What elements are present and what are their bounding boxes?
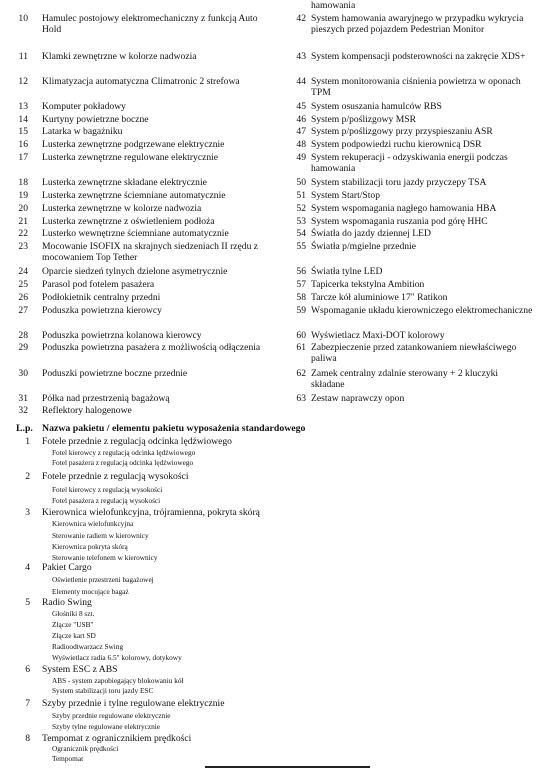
item-text: Tarcze kół aluminiowe 17" Ratikon — [311, 292, 448, 303]
item-text: Lusterka zewnętrzne regulowane elektrycznie — [42, 152, 219, 163]
item-number: 10 — [18, 13, 28, 24]
item-number: 63 — [296, 393, 306, 404]
package-title: Tempomat z ogranicznikiem prędkości — [42, 733, 192, 744]
item-text: Mocowanie ISOFIX na skrajnych siedzeniach II rzędu z mocowaniem Top Tether — [42, 241, 259, 263]
item-number: 19 — [18, 190, 28, 201]
item-text: Lusterka zewnętrzne z oświetleniem podłoża — [42, 216, 215, 227]
item-text: System p/poślizgowy MSR — [311, 114, 417, 125]
item-text: Tapicerka tekstylna Ambition — [311, 279, 425, 290]
package-title: Fotele przednie z regulacją odcinka lędźwiowego — [42, 436, 232, 447]
package-title: System ESC z ABS — [42, 664, 118, 675]
package-title-row — [0, 507, 537, 518]
item-text: Poduszka powietrzna pasażera z możliwością odłączenia — [42, 342, 261, 353]
item-number: 30 — [18, 368, 28, 379]
item-text: Oparcie siedzeń tylnych dzielone asymetrycznie — [42, 266, 228, 277]
item-text: Klimatyzacja automatyczna Climatronic 2 strefowa — [42, 76, 240, 87]
item-text: hamowania — [311, 0, 356, 11]
item-text: Zestaw naprawczy opon — [311, 393, 405, 404]
package-title: Szyby przednie i tylne regulowane elektrycznie — [42, 698, 225, 709]
item-text: Półka nad przestrzenią bagażową — [42, 393, 170, 404]
item-text: System Start/Stop — [311, 190, 381, 201]
item-text: Lusterka zewnętrzne ściemniane automatycznie — [42, 190, 226, 201]
item-number: 23 — [18, 241, 28, 252]
item-number: 50 — [296, 177, 306, 188]
item-number: 61 — [296, 342, 306, 353]
item-number: 29 — [18, 342, 28, 353]
item-text: Światła do jazdy dziennej LED — [311, 228, 431, 239]
item-text: Lusterka zewnętrzne podgrzewane elektrycznie — [42, 139, 225, 150]
packages-header — [0, 423, 537, 435]
item-number: 16 — [18, 139, 28, 150]
item-number: 28 — [18, 330, 28, 341]
package-title-row — [0, 436, 537, 447]
package-title: Kierownica wielofunkcyjna, trójramienna, pokryta skórą — [42, 507, 260, 518]
package-element: Fotel kierowcy z regulacją odcinka lędźwiowego — [52, 448, 196, 457]
package-number: 3 — [25, 507, 30, 518]
package-element: Tempomat — [52, 754, 84, 763]
item-text: Reflektory halogenowe — [42, 405, 132, 416]
item-text: Poduszka powietrzna kolanowa kierowcy — [42, 330, 202, 341]
item-text: Zabezpieczenie przed zatankowaniem niewłaściwego paliwa — [311, 342, 517, 364]
item-text: Światła tylne LED — [311, 266, 383, 277]
package-element: ABS - system zapobiegający blokowaniu kół — [52, 676, 184, 685]
item-number: 31 — [18, 393, 28, 404]
list-item — [282, 13, 534, 46]
package-title-row — [0, 562, 537, 573]
package-number: 7 — [25, 698, 30, 709]
package-element: Sterowanie telefonem w kierownicy — [52, 553, 158, 562]
item-number: 58 — [296, 292, 306, 303]
list-item — [0, 13, 282, 35]
package-title: Pakiet Cargo — [42, 562, 92, 573]
number-column-header: L.p. — [16, 423, 33, 434]
package-element: Głośniki 8 szt. — [52, 609, 95, 618]
item-text: Komputer pokładowy — [42, 101, 126, 112]
item-text: Lusterka zewnętrzne w kolorze nadwozia — [42, 203, 202, 214]
item-text: System hamowania awaryjnego w przypadku wykrycia pieszych przed pojazdem Pedestrian Monitor — [311, 13, 524, 35]
item-text: Klamki zewnętrzne w kolorze nadwozia — [42, 51, 197, 62]
list-item — [282, 368, 534, 390]
list-item — [0, 342, 282, 364]
item-text: System osuszania hamulców RBS — [311, 101, 442, 112]
item-number: 21 — [18, 216, 28, 227]
item-text: System stabilizacji toru jazdy przyczepy TSA — [311, 177, 487, 188]
item-number: 49 — [296, 152, 306, 163]
item-number: 59 — [296, 305, 306, 316]
package-element: System stabilizacji toru jazdy ESC — [52, 686, 154, 695]
item-number: 47 — [296, 126, 306, 137]
item-text: System kompensacji podsterowności na zakręcie XDS+ — [311, 51, 526, 62]
package-element: Elementy mocujące bagaż — [52, 587, 129, 596]
package-element: Oświetlenie przestrzeni bagażowej — [52, 575, 154, 584]
item-number: 53 — [296, 216, 306, 227]
item-text: Wspomaganie układu kierowniczego elektromechaniczne — [311, 305, 533, 316]
item-text: Parasol pod fotelem pasażera — [42, 279, 155, 290]
item-text: System monitorowania ciśnienia powietrza w oponach TPM — [311, 76, 521, 98]
item-number: 45 — [296, 101, 306, 112]
bottom-edge-bar — [205, 766, 370, 768]
package-element: Szyby przednie regulowane elektrycznie — [52, 711, 171, 720]
list-item — [282, 51, 534, 73]
item-number: 56 — [296, 266, 306, 277]
package-title-row — [0, 471, 537, 482]
item-number: 27 — [18, 305, 28, 316]
item-number: 42 — [296, 13, 306, 24]
package-number: 2 — [25, 471, 30, 482]
package-element: Sterowanie radiem w kierownicy — [52, 531, 149, 540]
package-number: 5 — [25, 597, 30, 608]
package-element: Fotel pasażera z regulacją wysokości — [52, 496, 161, 505]
item-number: 12 — [18, 76, 28, 87]
list-item — [0, 241, 282, 263]
package-number: 6 — [25, 664, 30, 675]
package-element: Kierownica pokryta skórą — [52, 542, 128, 551]
item-text: Wyświetlacz Maxi-DOT kolorowy — [311, 330, 445, 341]
item-number: 13 — [18, 101, 28, 112]
item-text: Kurtyny powietrzne boczne — [42, 114, 149, 125]
item-number: 51 — [296, 190, 306, 201]
item-number: 48 — [296, 139, 306, 150]
package-title-row — [0, 698, 537, 709]
item-text: Poduszka powietrzna kierowcy — [42, 305, 162, 316]
item-text: Lusterko wewnętrzne ściemniane automatycznie — [42, 228, 229, 239]
item-text: System wspomagania ruszania pod górę HHC — [311, 216, 488, 227]
package-name-column-header: Nazwa pakietu / elementu pakietu wyposażenia standardowego — [42, 423, 306, 434]
package-element: Złącze kart SD — [52, 631, 96, 640]
item-number: 46 — [296, 114, 306, 125]
item-text: Latarka w bagażniku — [42, 126, 123, 137]
item-number: 18 — [18, 177, 28, 188]
item-number: 20 — [18, 203, 28, 214]
item-number: 14 — [18, 114, 28, 125]
item-number: 25 — [18, 279, 28, 290]
item-number: 26 — [18, 292, 28, 303]
item-text: Podłokietnik centralny przedni — [42, 292, 161, 303]
package-number: 8 — [25, 733, 30, 744]
package-element: Kierownica wielofunkcyjna — [52, 519, 134, 528]
package-element: Wyświetlacz radia 6.5" kolorowy, dotykowy — [52, 653, 182, 662]
item-number: 57 — [296, 279, 306, 290]
package-title: Fotele przednie z regulacją wysokości — [42, 471, 189, 482]
item-number: 15 — [18, 126, 28, 137]
item-number: 62 — [296, 368, 306, 379]
list-item — [282, 305, 534, 327]
item-text: Światła p/mgielne przednie — [311, 241, 416, 252]
item-text: Hamulec postojowy elektromechaniczny z funkcją Auto Hold — [42, 13, 258, 35]
item-number: 17 — [18, 152, 28, 163]
item-text: System podpowiedzi ruchu kierownicą DSR — [311, 139, 482, 150]
item-number: 11 — [18, 51, 28, 62]
item-text: System wspomagania nagłego hamowania HBA — [311, 203, 497, 214]
list-item — [282, 342, 534, 364]
package-element: Złącze "USB" — [52, 620, 94, 629]
item-number: 60 — [296, 330, 306, 341]
item-text: System p/poślizgowy przy przyspieszaniu ASR — [311, 126, 493, 137]
item-number: 24 — [18, 266, 28, 277]
item-number: 54 — [296, 228, 306, 239]
item-number: 22 — [18, 228, 28, 239]
item-number: 52 — [296, 203, 306, 214]
package-element: Fotel kierowcy z regulacją wysokości — [52, 485, 163, 494]
item-number: 55 — [296, 241, 306, 252]
item-text: System rekuperacji - odzyskiwania energii podczas hamowania — [311, 152, 508, 174]
list-item — [282, 152, 534, 174]
package-element: Fotel pasażera z regulacją odcinka lędźwiowego — [52, 458, 194, 467]
item-text: Lusterka zewnętrzne składane elektrycznie — [42, 177, 207, 188]
package-number: 4 — [25, 562, 30, 573]
item-number: 43 — [296, 51, 306, 62]
list-item — [282, 76, 534, 98]
item-text: Zamek centralny zdalnie sterowany + 2 kluczyki składane — [311, 368, 499, 390]
package-title-row — [0, 733, 537, 744]
item-number: 32 — [18, 405, 28, 416]
package-element: Radioodtwarzacz Swing — [52, 642, 124, 651]
package-title: Radio Swing — [42, 597, 92, 608]
package-element: Ogranicznik prędkości — [52, 744, 119, 753]
package-number: 1 — [25, 436, 30, 447]
package-title-row — [0, 664, 537, 675]
package-title-row — [0, 597, 537, 608]
item-number: 44 — [296, 76, 306, 87]
package-element: Szyby tylne regulowane elektrycznie — [52, 722, 160, 731]
item-text: Poduszki powietrzne boczne przednie — [42, 368, 188, 379]
